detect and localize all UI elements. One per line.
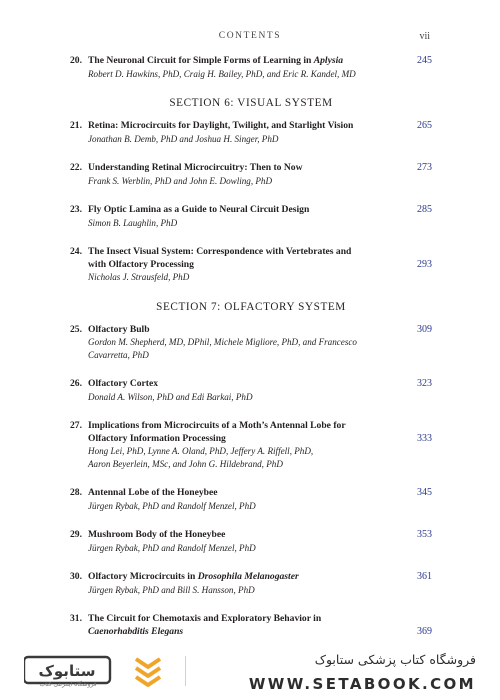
section-heading-olfactory: SECTION 7: OLFACTORY SYSTEM: [156, 300, 346, 313]
toc-entry-25[interactable]: [70, 324, 432, 362]
toc-entry-23[interactable]: [70, 204, 432, 229]
running-header: [0, 31, 500, 45]
entry-title-text: Mushroom Body of the Honeybee: [88, 529, 226, 540]
page-number: vii: [419, 31, 430, 42]
entry-title-line2: Caenorhabditis Elegans: [88, 625, 184, 637]
entry-title-italic: Aplysia: [313, 55, 344, 66]
entry-page-number[interactable]: 293: [417, 258, 432, 270]
entry-page-number[interactable]: 273: [417, 162, 432, 173]
entry-title: [70, 162, 432, 175]
entry-title-line2: with Olfactory Processing: [88, 258, 194, 270]
entry-title-text: Fly Optic Lamina as a Guide to Neural Circuit Design: [88, 204, 310, 215]
toc-entry-30[interactable]: [70, 571, 432, 596]
entry-page-number[interactable]: 369: [417, 625, 432, 637]
toc-entry-28[interactable]: [70, 487, 432, 512]
entry-page-number[interactable]: 353: [417, 529, 432, 540]
entry-title-italic: Drosophila Melanogaster: [197, 571, 299, 582]
table-of-contents: [70, 55, 432, 668]
entry-title: [70, 571, 432, 584]
entry-title: [70, 613, 432, 626]
entry-page-number[interactable]: 245: [417, 55, 432, 66]
entry-number: 29.: [70, 529, 82, 540]
section-heading-visual: SECTION 6: VISUAL SYSTEM: [169, 97, 333, 109]
entry-title: [70, 420, 432, 433]
entry-title-text: The Neuronal Circuit for Simple Forms of Learning in: [88, 55, 314, 66]
entry-title-text: Retina: Microcircuits for Daylight, Twilight, and Starlight Vision: [88, 120, 354, 131]
footer-divider: [185, 656, 186, 686]
entry-authors: Hong Lei, PhD, Lynne A. Oland, PhD, Jeffery A. Riffell, PhD,: [88, 446, 314, 456]
toc-entry-27[interactable]: [70, 420, 432, 470]
entry-page-number[interactable]: 265: [417, 120, 432, 131]
entry-number: 30.: [70, 571, 82, 582]
entry-title: [70, 324, 432, 337]
running-title: CONTENTS: [218, 31, 282, 41]
toc-entry-24[interactable]: [70, 246, 432, 284]
entry-authors: Simon B. Laughlin, PhD: [88, 217, 178, 228]
entry-authors: Jürgen Rybak, PhD and Bill S. Hansson, PhD: [88, 584, 255, 595]
entry-number: 28.: [70, 487, 82, 498]
entry-title: [70, 120, 432, 133]
entry-authors: Donald A. Wilson, PhD and Edi Barkai, PhD: [88, 391, 253, 402]
logo-wordmark: ستابوک: [38, 662, 96, 680]
entry-title: [70, 204, 432, 217]
entry-page-number[interactable]: 345: [417, 487, 432, 498]
entry-title-text: Antennal Lobe of the Honeybee: [88, 487, 218, 498]
toc-entry-22[interactable]: [70, 162, 432, 187]
entry-title-text: Olfactory Bulb: [88, 323, 150, 335]
entry-page-number[interactable]: 309: [417, 323, 432, 335]
entry-title-text: Olfactory Cortex: [88, 378, 159, 389]
entry-authors: Gordon M. Shepherd, MD, DPhil, Michele Migliore, PhD, and Francesco: [88, 337, 357, 347]
store-footer-banner[interactable]: [0, 640, 500, 700]
toc-entry-26[interactable]: [70, 378, 432, 403]
entry-page-number[interactable]: 285: [417, 204, 432, 215]
entry-number: 25.: [70, 323, 82, 335]
entry-number: 31.: [70, 613, 82, 624]
entry-title-text: Understanding Retinal Microcircuitry: Then to Now: [88, 162, 303, 173]
entry-authors: Jonathan B. Demb, PhD and Joshua H. Singer, PhD: [88, 133, 279, 144]
entry-title: [70, 378, 432, 391]
entry-authors: Frank S. Werblin, PhD and John E. Dowling, PhD: [88, 175, 273, 186]
entry-number: 22.: [70, 162, 82, 173]
entry-authors-line2: Aaron Beyerlein, MSc, and John G. Hildebrand, PhD: [88, 458, 283, 469]
logo-subtitle: فروشگاه اینترنتی کتاب: [39, 681, 97, 688]
entry-authors: Jürgen Rybak, PhD and Randolf Menzel, PhD: [88, 542, 256, 553]
entry-title-text: Implications from Microcircuits of a Moth’s Antennal Lobe for: [88, 420, 346, 431]
entry-number: 27.: [70, 420, 82, 431]
entry-number: 23.: [70, 204, 82, 215]
entry-number: 20.: [70, 55, 82, 66]
entry-authors: Jürgen Rybak, PhD and Randolf Menzel, PhD: [88, 500, 256, 511]
entry-title: [70, 55, 432, 68]
toc-entry-21[interactable]: [70, 120, 432, 145]
entry-title: [70, 487, 432, 500]
entry-page-number[interactable]: 323: [417, 378, 432, 389]
entry-authors: Nicholas J. Strausfeld, PhD: [88, 272, 190, 282]
entry-title-text: The Insect Visual System: Correspondence with Vertebrates and: [88, 246, 352, 257]
entry-title-text: The Circuit for Chemotaxis and Exploratory Behavior in: [88, 613, 322, 624]
toc-entry-20[interactable]: [70, 55, 432, 80]
toc-entry-29[interactable]: [70, 529, 432, 554]
entry-authors: Robert D. Hawkins, PhD, Craig H. Bailey, PhD, and Eric R. Kandel, MD: [88, 68, 356, 79]
entry-page-number[interactable]: 361: [417, 571, 432, 582]
entry-number: 21.: [70, 120, 82, 131]
entry-title: [70, 529, 432, 542]
entry-authors-line2: Cavarretta, PhD: [88, 349, 149, 360]
store-url-link[interactable]: WWW.SETABOOK.COM: [248, 675, 476, 693]
entry-title-text: Olfactory Microcircuits in: [88, 571, 198, 582]
entry-page-number[interactable]: 333: [417, 432, 432, 444]
store-name: فروشگاه کتاب پزشکی ستابوک: [314, 652, 476, 667]
entry-number: 26.: [70, 378, 82, 389]
entry-title: [70, 246, 432, 259]
entry-title-line2: Olfactory Information Processing: [88, 432, 226, 444]
entry-number: 24.: [70, 246, 82, 257]
